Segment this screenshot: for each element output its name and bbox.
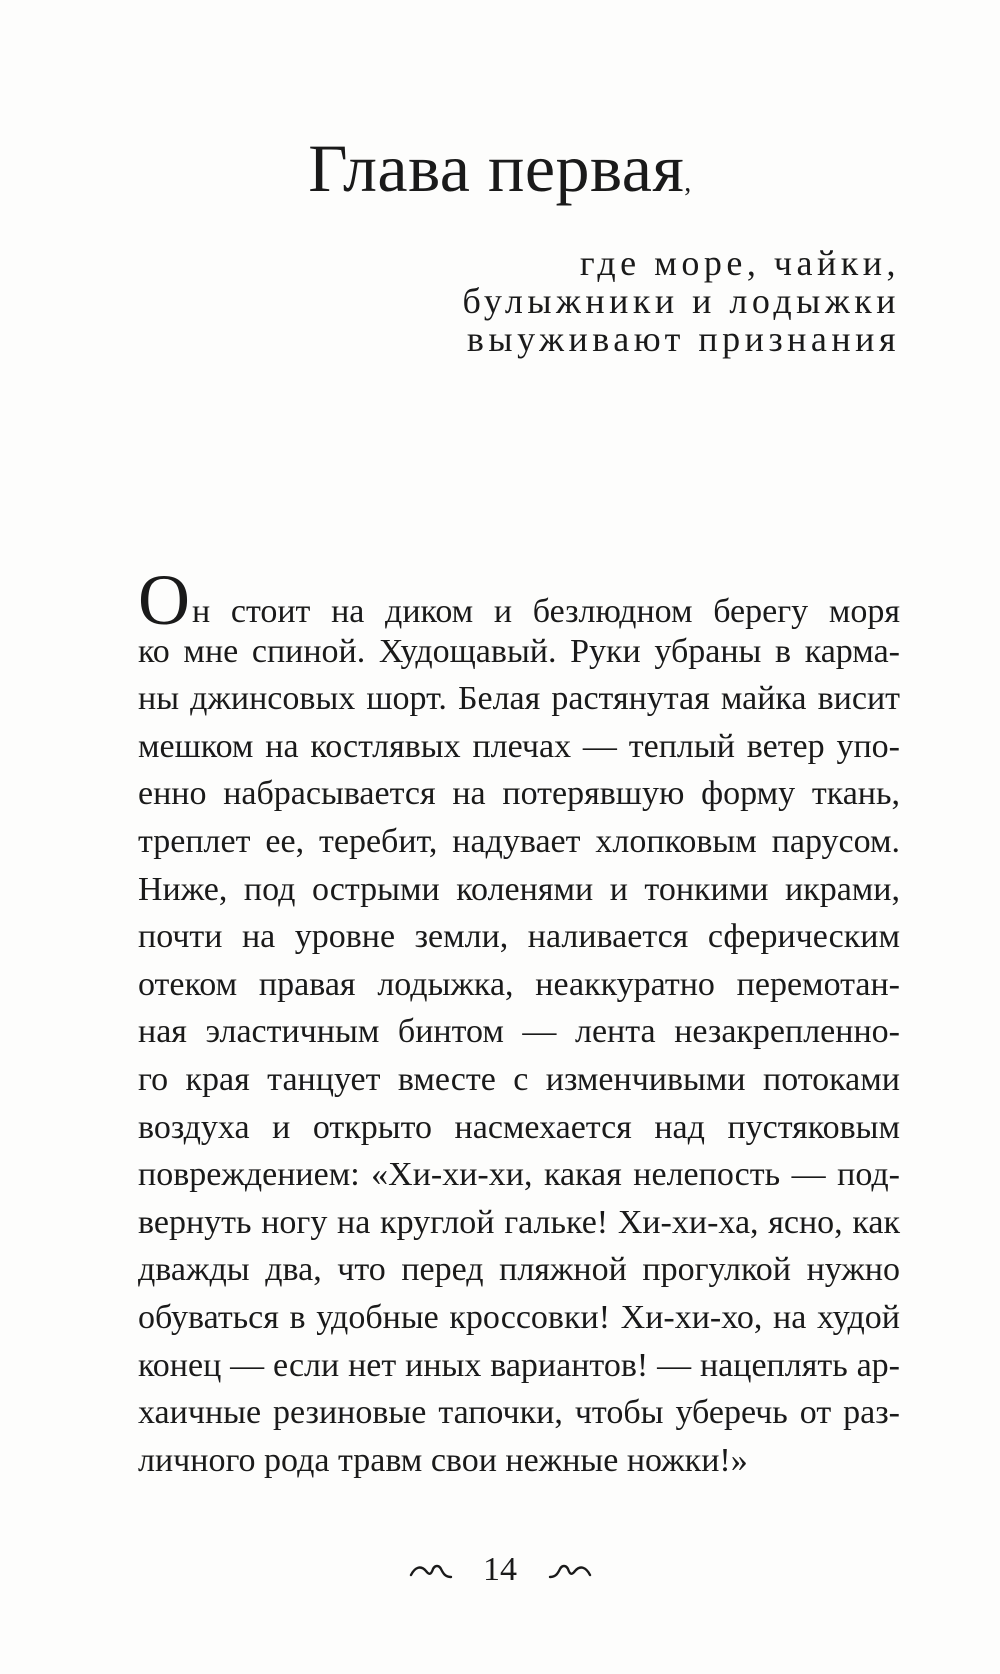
body-line-first bbox=[138, 560, 900, 640]
ornament-right-icon bbox=[539, 1549, 592, 1586]
chapter-title-comma: , bbox=[684, 167, 692, 198]
page-footer bbox=[0, 1548, 1000, 1590]
body-line: хаичные резиновые тапочки, чтобы уберечь от раз- bbox=[138, 1394, 900, 1432]
body-line: енно набрасывается на потерявшую форму ткань, bbox=[138, 775, 900, 813]
subtitle-line: где море, чайки, bbox=[579, 243, 900, 283]
body-line-last: личного рода травм свои нежные ножки!» bbox=[138, 1441, 748, 1479]
subtitle-line: булыжники и лодыжки bbox=[462, 281, 900, 321]
body-line: дважды два, что перед пляжной прогулкой нужно bbox=[138, 1251, 900, 1289]
body-line: треплет ее, теребит, надувает хлопковым парусом. bbox=[138, 822, 900, 860]
body-line: ная эластичным бинтом — лента незакрепленно- bbox=[138, 1013, 900, 1051]
body-line: мешком на костлявых плечах — теплый ветер упо- bbox=[138, 727, 900, 765]
body-line: повреждением: «Хи-хи-хи, какая нелепость — под- bbox=[138, 1156, 900, 1194]
body-line: Ниже, под острыми коленями и тонкими икрами, bbox=[138, 870, 900, 908]
body-line: воздуха и открыто насмехается над пустяковым bbox=[138, 1108, 900, 1146]
page-number: 14 bbox=[483, 1551, 517, 1589]
body-line: отеком правая лодыжка, неаккуратно перемотан- bbox=[138, 965, 900, 1003]
body-line: обуваться в удобные кроссовки! Хи-хи-хо, на худой bbox=[138, 1298, 900, 1336]
body-line: н стоит на диком и безлюдном берегу моря bbox=[192, 593, 900, 630]
body-line: почти на уровне земли, наливается сферическим bbox=[138, 918, 900, 956]
body-line: ны джинсовых шорт. Белая растянутая майка висит bbox=[138, 680, 900, 718]
body-line: ко мне спиной. Худощавый. Руки убраны в карма- bbox=[138, 632, 900, 670]
chapter-title bbox=[0, 128, 1000, 223]
body-paragraph bbox=[138, 560, 900, 1484]
body-line: вернуть ногу на круглой гальке! Хи-хи-ха, ясно, как bbox=[138, 1203, 900, 1241]
subtitle-line: выуживают признания bbox=[466, 319, 900, 359]
body-line: го края танцует вместе с изменчивыми потоками bbox=[138, 1060, 900, 1098]
chapter-title-text: Глава первая bbox=[308, 130, 685, 206]
drop-cap: О bbox=[138, 560, 190, 640]
body-line: конец — если нет иных вариантов! — нацеплять ар- bbox=[138, 1346, 900, 1384]
chapter-subtitle bbox=[300, 244, 900, 358]
ornament-left-icon bbox=[409, 1549, 462, 1586]
